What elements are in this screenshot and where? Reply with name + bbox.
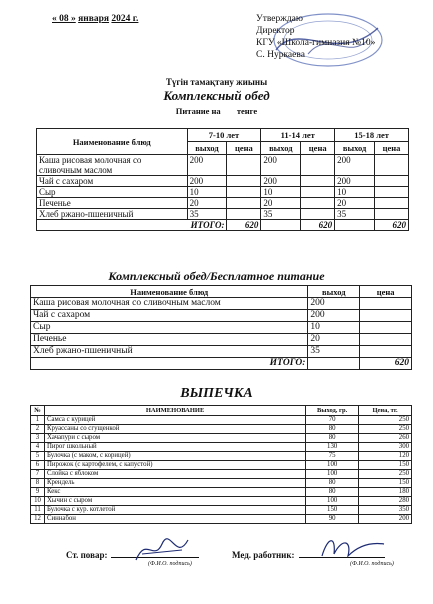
out-15-18: 35 (335, 209, 375, 220)
col-out: Выход, гр. (306, 406, 359, 416)
subtitle-left: Питание на (175, 106, 221, 116)
row-no: 9 (31, 488, 45, 497)
row-no: 6 (31, 461, 45, 470)
table-row (31, 298, 412, 310)
col-price: цена (360, 286, 412, 298)
medic-label: Мед. работник: (232, 550, 295, 560)
table-row (31, 488, 412, 497)
out-7-10: 200 (187, 155, 227, 176)
table-row (31, 434, 412, 443)
col-name-header: Наименование блюд (31, 286, 308, 298)
item-out: 130 (306, 443, 359, 452)
table-row (37, 155, 409, 176)
item-price: 150 (359, 479, 412, 488)
dish-out: 35 (308, 346, 360, 358)
cook-signature (132, 532, 192, 566)
item-name: Синнабон (44, 515, 305, 524)
table-row (37, 209, 409, 220)
approve-line-3: КГУ «Школа-гимназия №10» (256, 38, 376, 48)
row-no: 10 (31, 497, 45, 506)
out-7-10: 35 (187, 209, 227, 220)
date-day: « 08 » (52, 14, 76, 24)
dish-name: Чай с сахаром (31, 310, 308, 322)
total-label: ИТОГО: (37, 220, 227, 231)
item-price: 120 (359, 452, 412, 461)
dish-out: 10 (308, 322, 360, 334)
item-out: 80 (306, 488, 359, 497)
dish-name: Хлеб ржано-пшеничный (31, 346, 308, 358)
item-name: Самса с курицей (44, 416, 305, 425)
col-name-header: НАИМЕНОВАНИЕ (44, 406, 305, 416)
row-no: 7 (31, 470, 45, 479)
col-price: цена (301, 142, 335, 155)
approve-line-2: Директор (256, 26, 295, 36)
dish-name: Сыр (31, 322, 308, 334)
dish-out: 20 (308, 334, 360, 346)
col-no: № (31, 406, 45, 416)
dish-name: Печенье (37, 198, 188, 209)
approval-block (256, 13, 375, 61)
free-lunch-table (30, 285, 412, 370)
table-row (31, 461, 412, 470)
out-15-18: 20 (335, 198, 375, 209)
table-row (31, 334, 412, 346)
col-out: выход (335, 142, 375, 155)
out-7-10: 20 (187, 198, 227, 209)
table-row (37, 176, 409, 187)
item-out: 70 (306, 416, 359, 425)
row-no: 8 (31, 479, 45, 488)
item-price: 280 (359, 497, 412, 506)
table-row (31, 425, 412, 434)
item-name: Пирог школьный (44, 443, 305, 452)
approve-line-1: Утверждаю (256, 14, 303, 24)
item-price: 260 (359, 434, 412, 443)
complex-lunch-table (36, 128, 409, 231)
dish-out: 200 (308, 310, 360, 322)
total-15-18: 620 (375, 220, 409, 231)
medic-signature (318, 532, 388, 564)
cook-label: Ст. повар: (66, 550, 108, 560)
item-name: Кекс (44, 488, 305, 497)
bakery-table (30, 405, 412, 524)
out-15-18: 10 (335, 187, 375, 198)
item-name: Хычин с сыром (44, 497, 305, 506)
table-row (31, 497, 412, 506)
table-row (31, 322, 412, 334)
table-row (31, 452, 412, 461)
section3-title: ВЫПЕЧКА (180, 386, 253, 401)
row-no: 5 (31, 452, 45, 461)
col-out: выход (308, 286, 360, 298)
medic-signature-note: (Ф.И.О. подпись) (350, 561, 394, 567)
item-name: Булочка (с маком, с корицей) (44, 452, 305, 461)
item-price: 180 (359, 488, 412, 497)
age-group-2: 11-14 лет (261, 129, 335, 142)
subtitle-right: тенге (236, 106, 258, 116)
item-out: 80 (306, 434, 359, 443)
out-15-18: 200 (335, 176, 375, 187)
dish-name: Печенье (31, 334, 308, 346)
date-month: января (78, 14, 110, 24)
item-out: 100 (306, 497, 359, 506)
item-out: 80 (306, 479, 359, 488)
total-row (31, 358, 412, 370)
dish-name: Чай с сахаром (37, 176, 188, 187)
out-7-10: 10 (187, 187, 227, 198)
dish-name: Каша рисовая молочная со сливочным маслом (37, 155, 188, 176)
table-row (37, 198, 409, 209)
out-11-14: 10 (261, 187, 301, 198)
total-label: ИТОГО: (31, 358, 308, 370)
out-15-18: 200 (335, 155, 375, 176)
dish-out: 200 (308, 298, 360, 310)
col-out: выход (261, 142, 301, 155)
col-out: выход (187, 142, 227, 155)
item-out: 80 (306, 425, 359, 434)
col-name-header: Наименование блюд (37, 129, 188, 155)
out-11-14: 200 (261, 155, 301, 176)
item-name: Слойка с яблоком (44, 470, 305, 479)
table-row (31, 479, 412, 488)
table-row (31, 470, 412, 479)
item-price: 250 (359, 416, 412, 425)
out-11-14: 20 (261, 198, 301, 209)
section1-subtitle (0, 106, 433, 116)
row-no: 11 (31, 506, 45, 515)
row-no: 1 (31, 416, 45, 425)
table-row (31, 346, 412, 358)
item-name: Круассаны со сгущенкой (44, 425, 305, 434)
item-out: 100 (306, 470, 359, 479)
item-name: Булочка с кур. котлетой (44, 506, 305, 515)
item-price: 350 (359, 506, 412, 515)
item-price: 250 (359, 470, 412, 479)
age-group-1: 7-10 лет (187, 129, 261, 142)
row-no: 2 (31, 425, 45, 434)
table-row (31, 515, 412, 524)
row-no: 4 (31, 443, 45, 452)
out-11-14: 200 (261, 176, 301, 187)
cook-signature-note: (Ф.И.О. подпись) (148, 561, 192, 567)
col-price: цена (227, 142, 261, 155)
total-11-14: 620 (301, 220, 335, 231)
table-row (31, 443, 412, 452)
item-out: 90 (306, 515, 359, 524)
date-year: 2024 г. (111, 14, 139, 24)
table-row (31, 506, 412, 515)
kazakh-title: Түгін тамақтану жиыны (165, 77, 268, 87)
item-price: 150 (359, 461, 412, 470)
out-11-14: 35 (261, 209, 301, 220)
row-no: 12 (31, 515, 45, 524)
menu-date (52, 14, 138, 24)
dish-name: Каша рисовая молочная со сливочным маслом (31, 298, 308, 310)
age-group-3: 15-18 лет (335, 129, 409, 142)
dish-name: Сыр (37, 187, 188, 198)
item-out: 150 (306, 506, 359, 515)
row-no: 3 (31, 434, 45, 443)
dish-name: Хлеб ржано-пшеничный (37, 209, 188, 220)
total-row (37, 220, 409, 231)
table-row (31, 416, 412, 425)
item-price: 200 (359, 515, 412, 524)
col-price: Цена, тг. (359, 406, 412, 416)
item-price: 300 (359, 443, 412, 452)
table-row (37, 187, 409, 198)
item-out: 100 (306, 461, 359, 470)
item-price: 250 (359, 425, 412, 434)
total-7-10: 620 (227, 220, 261, 231)
item-out: 75 (306, 452, 359, 461)
approve-line-4: С. Нуркаева (256, 50, 305, 60)
item-name: Крендель (44, 479, 305, 488)
item-name: Хачапури с сыром (44, 434, 305, 443)
total-value: 620 (360, 358, 412, 370)
table-row (31, 310, 412, 322)
col-price: цена (375, 142, 409, 155)
item-name: Пирожок (с картофелем, с капустой) (44, 461, 305, 470)
section1-title: Комплексный обед (163, 88, 270, 103)
section2-title: Комплексный обед/Бесплатное питание (108, 269, 325, 283)
out-7-10: 200 (187, 176, 227, 187)
